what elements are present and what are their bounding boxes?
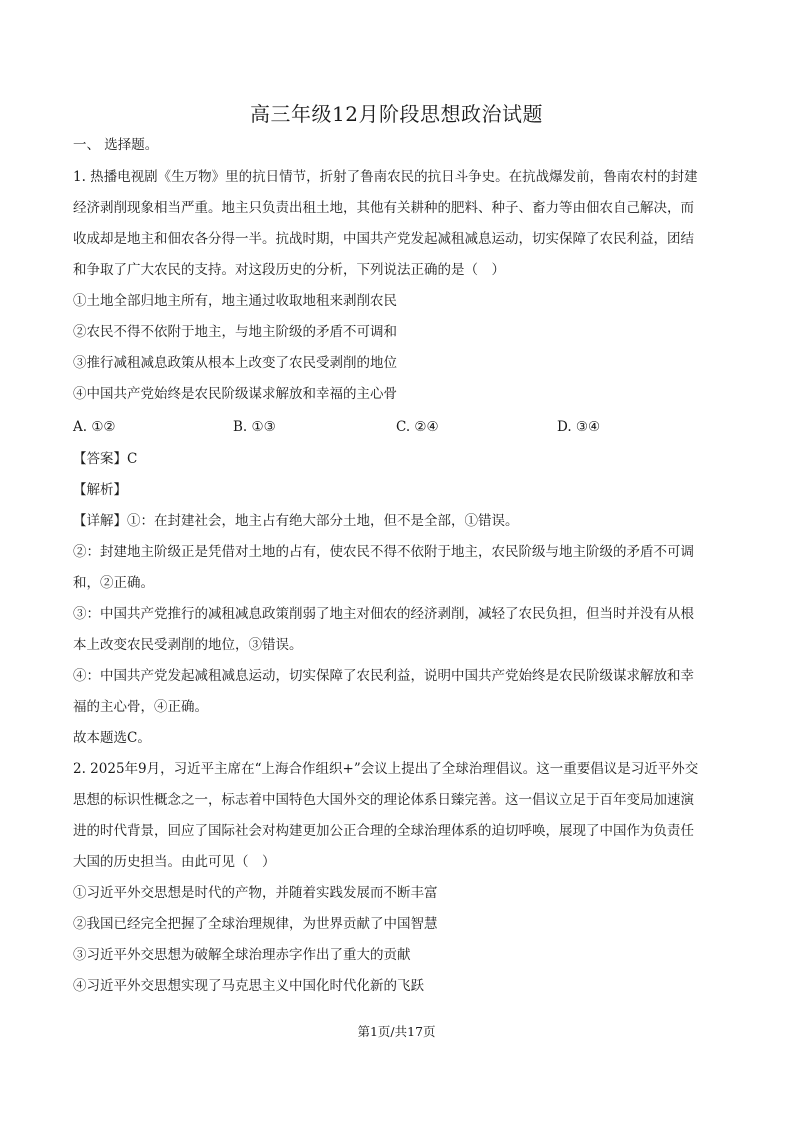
q1-statement: ①土地全部归地主所有，地主通过收取地租来剥削农民 [73,293,397,309]
q1-statement: ②农民不得不依附于地主，与地主阶级的矛盾不可调和 [73,324,397,340]
q1-stem-line: 经济剥削现象相当严重。地主只负责出租土地，其他有关耕种的肥料、种子、畜力等由佃农自己解决，而 [73,200,694,216]
q1-explanation-line: ②：封建地主阶级正是凭借对土地的占有，使农民不得不依附于地主，农民阶级与地主阶级的矛盾不可调 [73,544,694,560]
q2-stem-line: 思想的标识性概念之一，标志着中国特色大国外交的理论体系日臻完善。这一倡议立足于百年变局加速演 [73,792,694,808]
q1-statement: ④中国共产党始终是农民阶级谋求解放和幸福的主心骨 [73,386,397,402]
q1-explanation-line: 【详解】①：在封建社会，地主占有绝大部分土地，但不是全部，①错误。 [73,513,519,529]
q2-statement: ①习近平外交思想是时代的产物，并随着实践发展而不断丰富 [73,885,438,901]
q1-explanation-line: ④：中国共产党发起减租减息运动，切实保障了农民利益，说明中国共产党始终是农民阶级谋求解放和幸 [73,668,694,684]
q1-explanation-line: 故本题选C。 [73,730,151,746]
q1-explanation-line: 和，②正确。 [73,575,154,591]
q1-explanation-line: 本上改变农民受剥削的地位，③错误。 [73,637,303,653]
q2-stem-line: 进的时代背景，回应了国际社会对构建更加公正合理的全球治理体系的迫切呼唤，展现了中国作为负责任 [73,823,694,839]
q1-statement: ③推行减租减息政策从根本上改变了农民受剥削的地位 [73,355,397,371]
page-number-footer: 第1页/共17页 [357,1024,436,1039]
q2-statement: ③习近平外交思想为破解全球治理赤字作出了重大的贡献 [73,947,411,963]
q1-option-c: C. ②④ [396,419,439,435]
q1-analysis-label: 【解析】 [73,482,127,498]
section-heading: 一、 选择题。 [73,137,159,153]
q2-stem-line: 2. 2025年9月，习近平主席在“上海合作组织+”会议上提出了全球治理倡议。这一重要倡议是习近平外交 [73,761,699,777]
q1-option-d: D. ③④ [557,419,601,435]
q1-stem-line: 和争取了广大农民的支持。对这段历史的分析，下列说法正确的是（ ） [73,262,505,278]
q1-explanation-line: 福的主心骨，④正确。 [73,699,208,715]
q1-stem-line: 1. 热播电视剧《生万物》里的抗日情节，折射了鲁南农民的抗日斗争史。在抗战爆发前，鲁南农村的封建 [73,169,698,185]
q1-answer: 【答案】C [73,451,138,467]
q1-option-a: A. ①② [73,419,116,435]
q1-stem-line: 收成却是地主和佃农各分得一半。抗战时期，中国共产党发起减租减息运动，切实保障了农民利益，团结 [73,231,694,247]
q2-stem-line: 大国的历史担当。由此可见（ ） [73,854,276,870]
page-title: 高三年级12月阶段思想政治试题 [250,102,543,126]
q1-explanation-line: ③：中国共产党推行的减租减息政策削弱了地主对佃农的经济剥削，减轻了农民负担，但当时并没有从根 [73,606,694,622]
q1-option-b: B. ①③ [233,419,276,435]
q2-statement: ④习近平外交思想实现了马克思主义中国化时代化新的飞跃 [73,978,424,994]
q2-statement: ②我国已经完全把握了全球治理规律，为世界贡献了中国智慧 [73,916,438,932]
